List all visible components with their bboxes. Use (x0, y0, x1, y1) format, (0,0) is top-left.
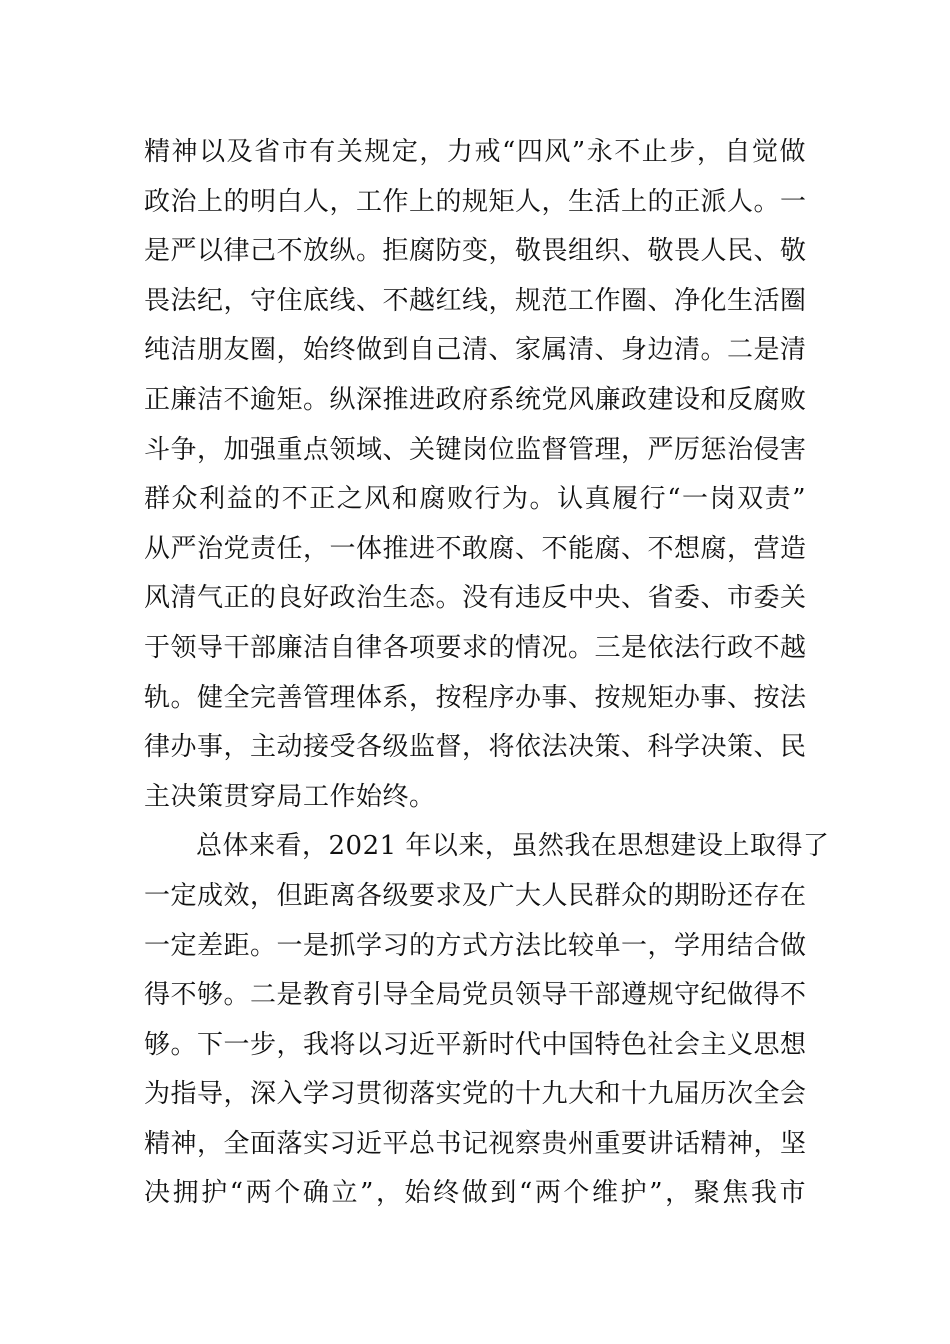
text-line: 得不够。二是教育引导全局党员领导干部遵规守纪做得不 (144, 980, 807, 1011)
text-line: 是严以律己不放纵。拒腐防变，敬畏组织、敬畏人民、敬 (144, 236, 807, 267)
text-line: 精神，全面落实习近平总书记视察贵州重要讲话精神，坚 (144, 1128, 807, 1159)
text-line: 一定成效，但距离各级要求及广大人民群众的期盼还存在 (144, 880, 807, 911)
text-line: 决拥护“两个确立”，始终做到“两个维护”，聚焦我市 (144, 1178, 806, 1209)
text-line: 一定差距。一是抓学习的方式方法比较单一，学用结合做 (144, 930, 807, 961)
text-line: 总体来看，2021 年以来，虽然我在思想建设上取得了 (196, 831, 830, 862)
paragraph-1 (144, 128, 806, 822)
text-line: 精神以及省市有关规定，力戒“四风”永不止步，自觉做 (144, 137, 806, 167)
text-line: 轨。健全完善管理体系，按程序办事、按规矩办事、按法 (144, 682, 807, 713)
text-line: 正廉洁不逾矩。纵深推进政府系统党风廉政建设和反腐败 (144, 384, 807, 415)
text-line: 风清气正的良好政治生态。没有违反中央、省委、市委关 (144, 583, 807, 614)
paragraph-2 (144, 822, 830, 1219)
text-line: 为指导，深入学习贯彻落实党的十九大和十九届历次全会 (144, 1079, 807, 1110)
text-line: 斗争，加强重点领域、关键岗位监督管理，严厉惩治侵害 (144, 434, 807, 465)
text-line: 从严治党责任，一体推进不敢腐、不能腐、不想腐，营造 (144, 533, 807, 564)
text-line: 于领导干部廉洁自律各项要求的情况。三是依法行政不越 (144, 632, 807, 663)
text-line: 群众利益的不正之风和腐败行为。认真履行“一岗双责” (144, 484, 806, 515)
text-line: 政治上的明白人，工作上的规矩人，生活上的正派人。一 (144, 186, 807, 217)
text-line: 律办事，主动接受各级监督，将依法决策、科学决策、民 (144, 732, 807, 763)
text-line: 够。下一步，我将以习近平新时代中国特色社会主义思想 (144, 1029, 807, 1060)
text-line: 畏法纪，守住底线、不越红线，规范工作圈、净化生活圈 (144, 285, 807, 316)
text-line: 纯洁朋友圈，始终做到自己清、家属清、身边清。二是清 (144, 335, 807, 366)
body-text (144, 128, 830, 1219)
text-line: 主决策贯穿局工作始终。 (144, 781, 436, 812)
